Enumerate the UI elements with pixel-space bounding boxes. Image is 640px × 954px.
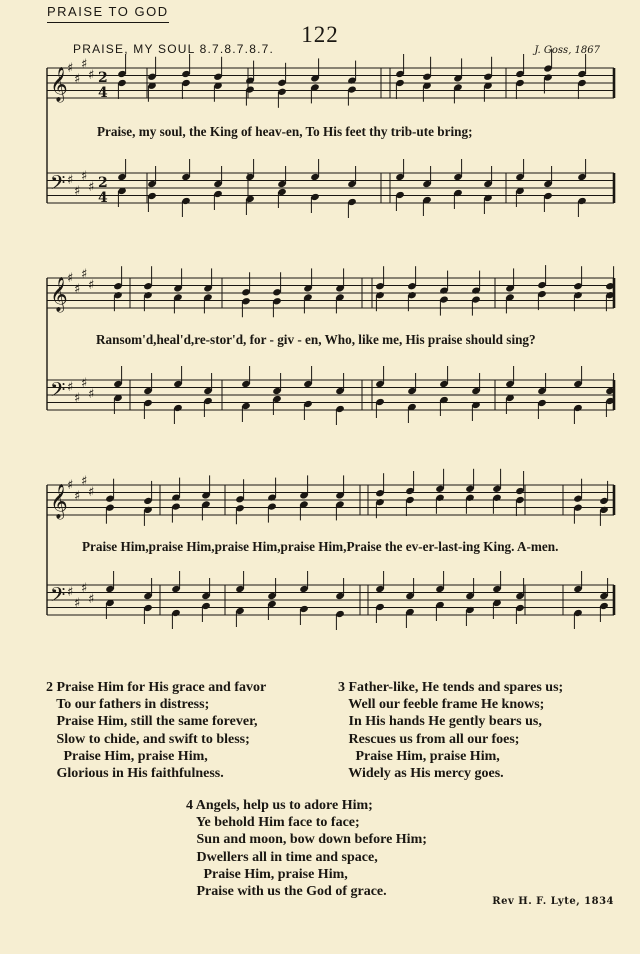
sharp-sign-icon: ♯: [67, 271, 74, 286]
sharp-sign-icon: ♯: [67, 61, 74, 76]
sharp-sign-icon: ♯: [67, 478, 74, 493]
sharp-sign-icon: ♯: [74, 596, 81, 611]
treble-clef-icon: 𝄞: [50, 277, 68, 312]
bass-clef-icon: 𝄢: [50, 171, 66, 199]
time-signature-top: 2: [98, 70, 108, 86]
sharp-sign-icon: ♯: [81, 169, 88, 184]
section-title: PRAISE TO GOD: [47, 4, 169, 23]
verse-3: 3 Father-like, He tends and spares us; Well our feeble frame He knows; In His hands He gently bears us, Rescues us from all our foes; Praise Him, praise Him, Widely as His mercy goes.: [338, 680, 564, 782]
lyric-line-1: Praise, my soul, the King of heav-en, To His feet thy trib-ute bring;: [97, 124, 473, 139]
sharp-sign-icon: ♯: [67, 380, 74, 395]
sharp-sign-icon: ♯: [88, 68, 95, 83]
sharp-sign-icon: ♯: [88, 485, 95, 500]
sharp-sign-icon: ♯: [74, 282, 81, 297]
author-credit: Rev H. F. Lyte, 1834: [492, 896, 614, 907]
sharp-sign-icon: ♯: [81, 474, 88, 489]
hymn-number: 122: [301, 22, 339, 47]
sharp-sign-icon: ♯: [67, 585, 74, 600]
sharp-sign-icon: ♯: [88, 180, 95, 195]
bass-clef-icon: 𝄢: [50, 378, 66, 406]
sharp-sign-icon: ♯: [88, 387, 95, 402]
lyric-line-2: Ransom'd,heal'd,re-stor'd, for - giv - en, Who, like me, His praise should sing?: [96, 332, 536, 347]
time-signature-top: 2: [98, 175, 108, 191]
verse-4: 4 Angels, help us to adore Him; Ye behold Him face to face; Sun and moon, bow down before Him; Dwellers all in time and space, Praise Him, praise Him, Praise with us the God of grace.: [186, 798, 427, 900]
sharp-sign-icon: ♯: [81, 376, 88, 391]
sharp-sign-icon: ♯: [74, 72, 81, 87]
sharp-sign-icon: ♯: [74, 391, 81, 406]
sharp-sign-icon: ♯: [81, 57, 88, 72]
verse-2: 2 Praise Him for His grace and favor To our fathers in distress; Praise Him, still the same forever, Slow to chide, and swift to bless; Praise Him, praise Him, Glorious in His faithfulness.: [46, 680, 267, 782]
tune-name: PRAISE, MY SOUL 8.7.8.7.8.7.: [73, 42, 275, 56]
sharp-sign-icon: ♯: [81, 581, 88, 596]
lyric-line-3: Praise Him,praise Him,praise Him,praise Him,Praise the ev-er-last-ing King. A-men.: [82, 539, 559, 554]
sharp-sign-icon: ♯: [88, 592, 95, 607]
bass-clef-icon: 𝄢: [50, 583, 66, 611]
sharp-sign-icon: ♯: [74, 489, 81, 504]
composer-credit: J. Goss, 1867: [534, 45, 600, 56]
treble-clef-icon: 𝄞: [50, 484, 68, 519]
sharp-sign-icon: ♯: [81, 267, 88, 282]
sharp-sign-icon: ♯: [74, 184, 81, 199]
time-signature-bottom: 4: [98, 190, 108, 206]
time-signature-bottom: 4: [98, 85, 108, 101]
sharp-sign-icon: ♯: [67, 173, 74, 188]
sharp-sign-icon: ♯: [88, 278, 95, 293]
treble-clef-icon: 𝄞: [50, 67, 68, 102]
